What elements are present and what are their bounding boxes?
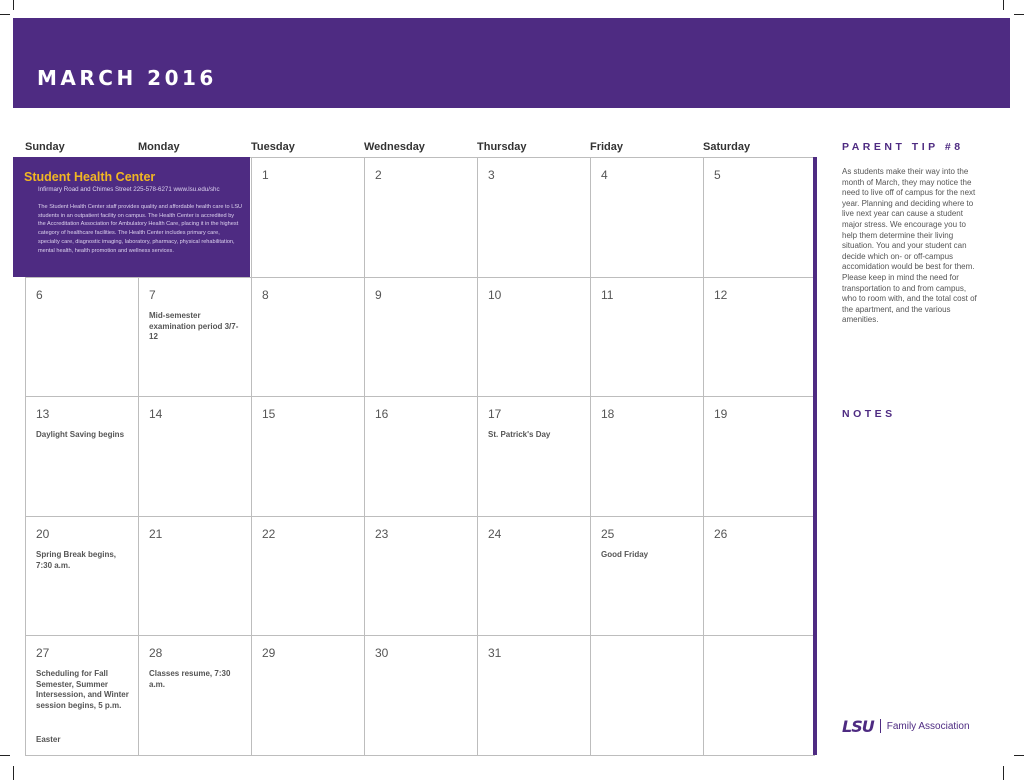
crop-mark	[13, 0, 14, 10]
day-number: 11	[601, 288, 614, 302]
crop-mark	[0, 14, 10, 15]
calendar-event: Scheduling for Fall Semester, Summer Intersession, and Winter session begins, 5 p.m.	[36, 669, 129, 710]
day-cell	[590, 516, 703, 635]
weekday-label-thursday: Thursday	[477, 141, 527, 153]
day-cell	[138, 277, 251, 396]
day-number: 6	[36, 288, 43, 302]
day-number: 12	[714, 288, 728, 302]
logo-divider	[880, 719, 881, 733]
crop-mark	[0, 755, 10, 756]
day-number: 20	[36, 527, 50, 541]
health-center-description: The Student Health Center staff provides quality and affordable health care to LSU students in an outpatient facility on campus. The Health Center is accredited by the Accreditation Association for Ambulatory Health Care, placing it in the highest category of healthcare facilities. The Health Center includes primary care, specialty care, diagnostic imaging, laboratory, pharmacy, physical rehabilitation, mental health, health promotion and wellness services.	[38, 204, 243, 254]
day-number: 19	[714, 407, 728, 421]
calendar-event: Good Friday	[601, 550, 649, 559]
health-center-address: Infirmary Road and Chimes Street 225-578-6271 www.lsu.edu/shc	[38, 186, 220, 193]
student-health-center-box	[13, 157, 250, 277]
month-header	[13, 18, 1010, 108]
day-cell	[477, 635, 590, 754]
day-cell	[251, 277, 364, 396]
day-cell	[477, 157, 590, 276]
day-number: 16	[375, 407, 389, 421]
day-cell	[364, 516, 477, 635]
grid-row-line	[25, 755, 815, 756]
day-cell	[25, 396, 138, 515]
day-number: 15	[262, 407, 276, 421]
day-number: 29	[262, 646, 276, 660]
lsu-family-association-logo	[842, 716, 970, 736]
day-cell	[477, 516, 590, 635]
day-number: 28	[149, 646, 163, 660]
calendar-event: Daylight Saving begins	[36, 430, 125, 439]
day-cell	[364, 635, 477, 754]
day-cell	[703, 635, 816, 754]
day-number: 13	[36, 407, 50, 421]
day-cell	[364, 396, 477, 515]
weekday-label-saturday: Saturday	[703, 141, 751, 153]
day-cell	[364, 277, 477, 396]
day-cell	[703, 396, 816, 515]
calendar-event: Spring Break begins, 7:30 a.m.	[36, 550, 117, 570]
weekday-label-monday: Monday	[138, 141, 180, 153]
calendar-event: Mid-semester examination period 3/7-12	[149, 311, 239, 341]
notes-heading: NOTES	[842, 408, 896, 420]
calendar-event: St. Patrick's Day	[488, 430, 551, 439]
day-cell	[25, 635, 138, 754]
day-number: 9	[375, 288, 382, 302]
crop-mark	[13, 766, 14, 780]
weekday-label-wednesday: Wednesday	[364, 141, 425, 153]
day-cell	[138, 516, 251, 635]
crop-mark	[1014, 14, 1024, 15]
day-number: 8	[262, 288, 269, 302]
day-number: 26	[714, 527, 728, 541]
weekday-label-friday: Friday	[590, 141, 624, 153]
day-cell	[703, 277, 816, 396]
day-number: 21	[149, 527, 163, 541]
day-number: 4	[601, 168, 608, 182]
day-cell	[477, 396, 590, 515]
weekday-label-tuesday: Tuesday	[251, 141, 295, 153]
day-number: 30	[375, 646, 389, 660]
day-cell	[590, 157, 703, 276]
day-cell	[25, 516, 138, 635]
day-number: 3	[488, 168, 495, 182]
parent-tip-heading: PARENT TIP #8	[842, 141, 964, 153]
day-cell	[477, 277, 590, 396]
day-number: 25	[601, 527, 615, 541]
day-cell	[590, 635, 703, 754]
crop-mark	[1014, 755, 1024, 756]
day-cell	[703, 516, 816, 635]
day-cell	[364, 157, 477, 276]
day-number: 2	[375, 168, 382, 182]
crop-mark	[1003, 0, 1004, 10]
day-number: 23	[375, 527, 389, 541]
calendar-event: Classes resume, 7:30 a.m.	[149, 669, 231, 689]
day-number: 18	[601, 407, 615, 421]
day-cell	[25, 277, 138, 396]
day-number: 31	[488, 646, 502, 660]
calendar-event: Easter	[36, 735, 61, 744]
day-number: 10	[488, 288, 502, 302]
day-number: 22	[262, 527, 276, 541]
day-number: 7	[149, 288, 156, 302]
day-cell	[703, 157, 816, 276]
day-number: 17	[488, 407, 502, 421]
crop-mark	[1003, 766, 1004, 780]
page-title: MARCH 2016	[37, 66, 217, 90]
weekday-label-sunday: Sunday	[25, 141, 65, 153]
day-cell	[251, 396, 364, 515]
day-cell	[251, 516, 364, 635]
day-cell	[590, 396, 703, 515]
day-number: 24	[488, 527, 502, 541]
day-cell	[138, 396, 251, 515]
day-number: 1	[262, 168, 269, 182]
health-center-title: Student Health Center	[24, 170, 156, 184]
logo-text: Family Association	[886, 720, 970, 732]
weekday-header-row	[25, 141, 815, 157]
day-cell	[251, 157, 364, 276]
day-number: 27	[36, 646, 50, 660]
day-cell	[138, 635, 251, 754]
day-number: 14	[149, 407, 163, 421]
day-number: 5	[714, 168, 721, 182]
parent-tip-text: As students make their way into the month of March, they may notice the need to live off of campus for the next year. Planning and deciding where to live next year can cause a student major stress. We encourage you to help them determine their living situation. You and your student can decide which on- or off-campus accomidation would be best for them. Please keep in mind the need for transportation to and from campus, who to room with, and the total cost of the apartment, and the various amenities.	[842, 167, 977, 325]
day-cell	[590, 277, 703, 396]
day-cell	[251, 635, 364, 754]
lsu-logo-mark: LSU	[842, 716, 874, 736]
